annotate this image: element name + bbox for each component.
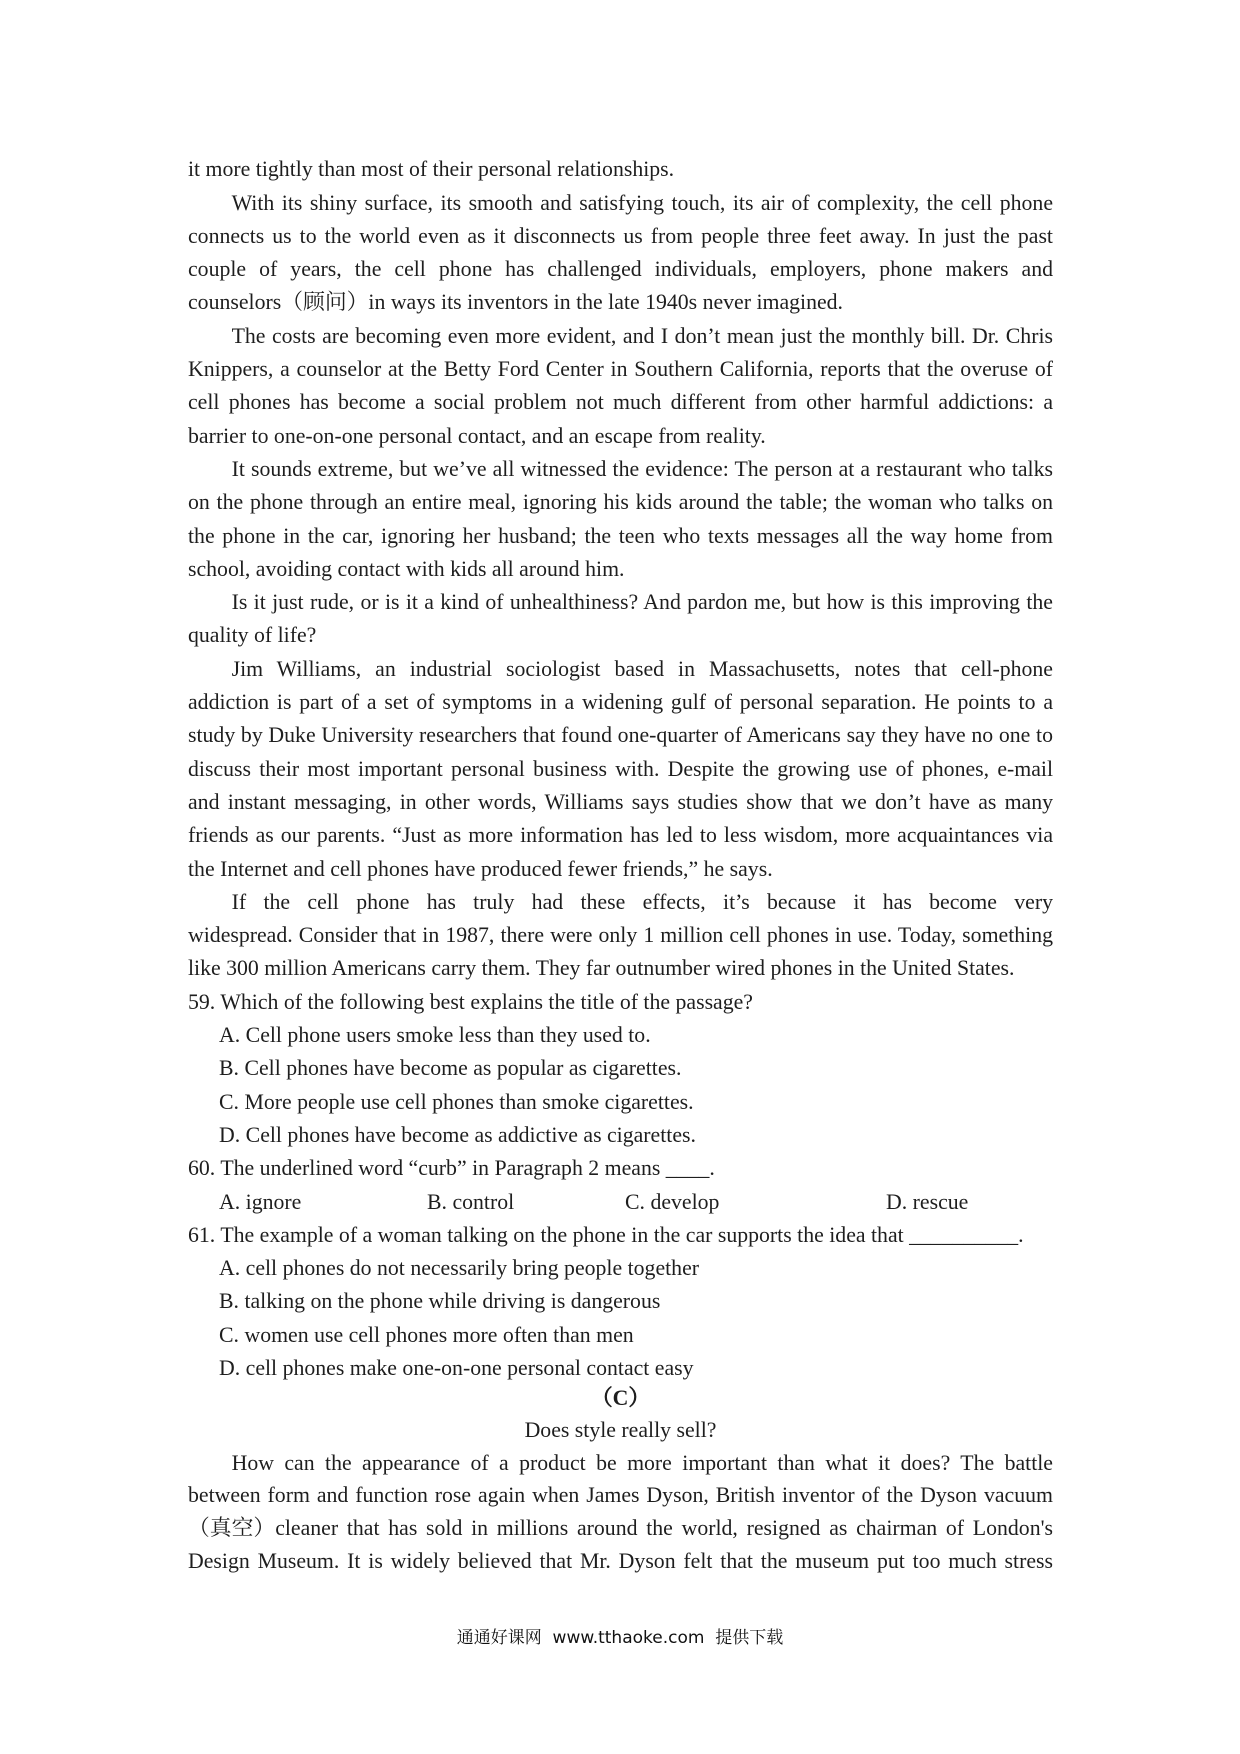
option-text: ignore xyxy=(245,1189,302,1214)
passage-line: quality of life? xyxy=(188,623,317,648)
passage-line: widespread. Consider that in 1987, there were only 1 million cell phones in use. Today, something xyxy=(188,923,1053,948)
option-text: women use cell phones more often than men xyxy=(244,1322,634,1347)
option-letter: D. xyxy=(219,1355,241,1380)
passage-c-body xyxy=(188,1447,1053,1577)
option-text: develop xyxy=(650,1189,720,1214)
paragraph xyxy=(188,1447,1053,1577)
paragraph xyxy=(188,453,1053,586)
answer-option xyxy=(188,1019,1053,1052)
passage-line: barrier to one-on-one personal contact, and an escape from reality. xyxy=(188,423,766,448)
passage-line: Design Museum. It is widely believed that Mr. Dyson felt that the museum put too much stress xyxy=(188,1548,1053,1573)
answer-option xyxy=(188,1319,1053,1352)
page-body xyxy=(188,153,1053,1385)
option-letter: D. xyxy=(886,1189,908,1214)
option-text: More people use cell phones than smoke cigarettes. xyxy=(244,1089,694,1114)
question-stem xyxy=(188,1152,1053,1185)
option-text: talking on the phone while driving is dangerous xyxy=(244,1289,661,1314)
paragraph xyxy=(188,586,1053,653)
question-60 xyxy=(188,1152,1053,1219)
answer-option xyxy=(625,1186,719,1219)
option-letter: B. xyxy=(219,1056,239,1081)
answer-option xyxy=(188,1052,1053,1085)
option-letter: A. xyxy=(219,1189,241,1214)
answer-option xyxy=(188,1285,1053,1318)
passage-line: connects us to the world even as it disconnects us from people three feet away. In just the past xyxy=(188,223,1053,248)
passage-line: cell phones has become a social problem not much different from other harmful addictions: a xyxy=(188,390,1053,415)
passage-line: （真空）cleaner that has sold in millions around the world, resigned as chairman of London's xyxy=(188,1516,1053,1541)
passage-line: study by Duke University researchers that found one-quarter of Americans say they have no one to xyxy=(188,723,1053,748)
question-number: 61. xyxy=(188,1222,216,1247)
question-text: The underlined word “curb” in Paragraph 2 means ____. xyxy=(220,1156,715,1181)
footer-watermark: 通通好课网 www.tthaoke.com 提供下载 xyxy=(456,1628,784,1648)
paragraph xyxy=(188,187,1053,320)
paragraph xyxy=(188,653,1053,886)
option-text: Cell phone users smoke less than they used to. xyxy=(245,1023,651,1048)
option-text: control xyxy=(452,1189,515,1214)
question-list xyxy=(188,986,1053,1386)
option-letter: D. xyxy=(219,1122,241,1147)
option-text: Cell phones have become as popular as cigarettes. xyxy=(244,1056,682,1081)
answer-option xyxy=(886,1186,968,1219)
option-letter: B. xyxy=(219,1289,239,1314)
passage-title: Does style really sell? xyxy=(524,1418,717,1443)
question-61 xyxy=(188,1219,1053,1385)
passage-line: The costs are becoming even more evident, and I don’t mean just the monthly bill. Dr. Chris xyxy=(231,323,1053,348)
option-letter: C. xyxy=(219,1322,239,1347)
paragraph xyxy=(188,886,1053,986)
section-c xyxy=(188,1382,1053,1578)
option-text: rescue xyxy=(912,1189,969,1214)
question-stem xyxy=(188,1219,1053,1252)
passage-line: If the cell phone has truly had these effects, it’s because it has become very xyxy=(231,889,1053,914)
passage-line: couple of years, the cell phone has challenged individuals, employers, phone makers and xyxy=(188,257,1053,282)
answer-option xyxy=(427,1186,514,1219)
question-59 xyxy=(188,986,1053,1152)
passage-line: and instant messaging, in other words, Williams says studies show that we don’t have as many xyxy=(188,789,1053,814)
option-letter: C. xyxy=(625,1189,645,1214)
passage-line: school, avoiding contact with kids all around him. xyxy=(188,556,625,581)
options-row xyxy=(188,1186,1053,1219)
answer-option xyxy=(188,1119,1053,1152)
option-text: cell phones do not necessarily bring people together xyxy=(245,1256,700,1281)
passage-line: It sounds extreme, but we’ve all witnessed the evidence: The person at a restaurant who talks xyxy=(231,456,1053,481)
option-letter: A. xyxy=(219,1256,241,1281)
passage-line: on the phone through an entire meal, ignoring his kids around the table; the woman who talks on xyxy=(188,490,1053,515)
paragraph xyxy=(188,320,1053,453)
section-label: （C） xyxy=(590,1385,651,1410)
passage-line: friends as our parents. “Just as more information has led to less wisdom, more acquaintances via xyxy=(188,823,1053,848)
passage-line: addiction is part of a set of symptoms in a widening gulf of personal separation. He points to a xyxy=(188,690,1053,715)
option-letter: B. xyxy=(427,1189,447,1214)
answer-option xyxy=(188,1252,1053,1285)
answer-option xyxy=(188,1086,1053,1119)
passage-line: How can the appearance of a product be more important than what it does? The battle xyxy=(231,1450,1053,1475)
question-number: 59. xyxy=(188,989,216,1014)
passage-line: Knippers, a counselor at the Betty Ford Center in Southern California, reports that the overuse of xyxy=(188,357,1053,382)
passage-line: like 300 million Americans carry them. They far outnumber wired phones in the United States. xyxy=(188,956,1015,981)
option-letter: A. xyxy=(219,1023,241,1048)
question-text: Which of the following best explains the title of the passage? xyxy=(220,989,753,1014)
answer-option xyxy=(188,1352,1053,1385)
option-letter: C. xyxy=(219,1089,239,1114)
passage-line: between form and function rose again when James Dyson, British inventor of the Dyson vacuum xyxy=(188,1483,1053,1508)
passage-line: it more tightly than most of their personal relationships. xyxy=(188,157,675,182)
question-text: The example of a woman talking on the phone in the car supports the idea that __________. xyxy=(220,1222,1024,1247)
question-stem xyxy=(188,986,1053,1019)
passage-line: the Internet and cell phones have produced fewer friends,” he says. xyxy=(188,856,773,881)
passage-line: the phone in the car, ignoring her husband; the teen who texts messages all the way home from xyxy=(188,523,1053,548)
option-text: Cell phones have become as addictive as cigarettes. xyxy=(245,1122,696,1147)
passage-line: counselors（顾问）in ways its inventors in the late 1940s never imagined. xyxy=(188,290,844,315)
answer-option xyxy=(219,1186,301,1219)
question-number: 60. xyxy=(188,1156,216,1181)
passage-line: discuss their most important personal business with. Despite the growing use of phones, e-mail xyxy=(188,756,1053,781)
passage-line: Is it just rude, or is it a kind of unhealthiness? And pardon me, but how is this improving the xyxy=(231,590,1053,615)
passage-line: Jim Williams, an industrial sociologist based in Massachusetts, notes that cell-phone xyxy=(231,656,1053,681)
passage-line: With its shiny surface, its smooth and satisfying touch, its air of complexity, the cell phone xyxy=(231,190,1053,215)
passage-b xyxy=(188,153,1053,985)
option-text: cell phones make one-on-one personal contact easy xyxy=(245,1355,694,1380)
